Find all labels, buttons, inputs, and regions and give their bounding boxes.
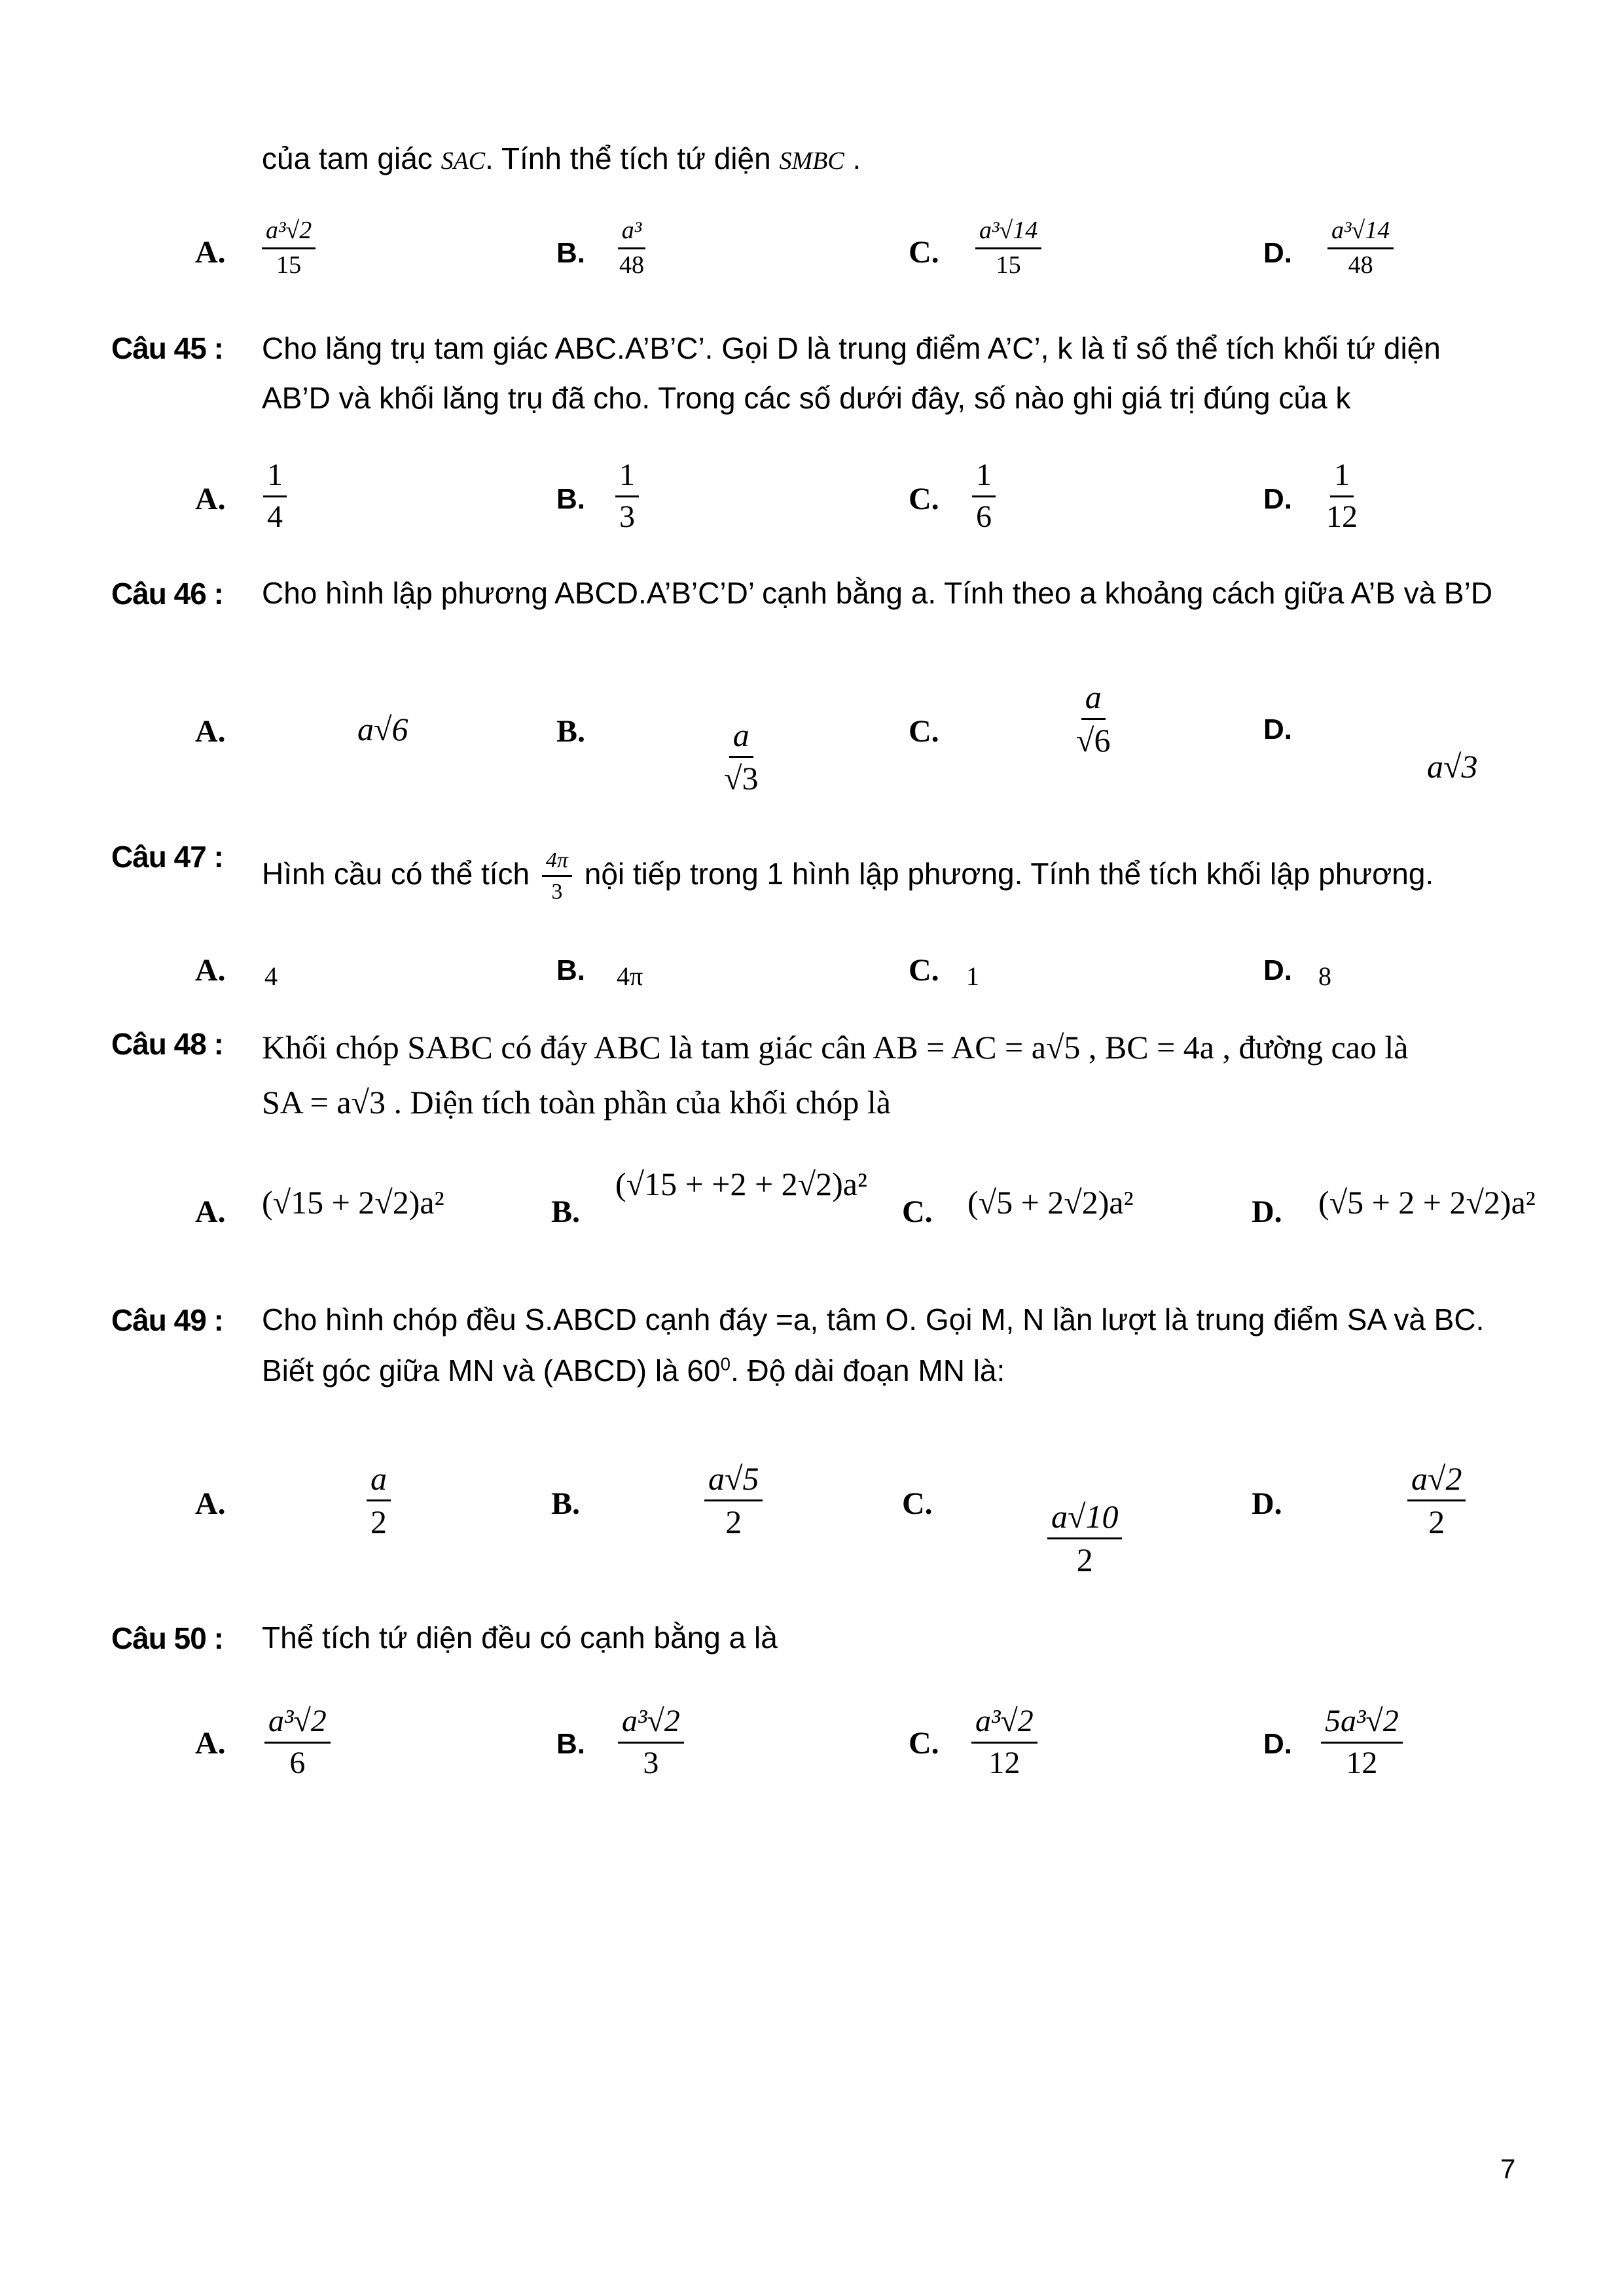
q47-frac-num: 4π <box>542 848 572 877</box>
q45-option-c[interactable] <box>972 458 996 535</box>
q45-b-den: 3 <box>619 499 635 534</box>
q45-option-a-label: A. <box>195 482 226 516</box>
q49-option-c-label: C. <box>902 1486 933 1521</box>
q46-b-den: √3 <box>724 760 759 797</box>
q45-option-a[interactable] <box>263 458 287 535</box>
q46-option-d-label: D. <box>1263 713 1292 745</box>
q49-option-a-label: A. <box>195 1486 226 1521</box>
q45-d-num: 1 <box>1330 458 1354 497</box>
q49-a-num: a <box>367 1461 391 1501</box>
q46-c-num: a <box>1081 679 1106 720</box>
q49-c-num: a√10 <box>1047 1499 1122 1539</box>
q50-option-b[interactable] <box>618 1704 684 1781</box>
q47-option-a[interactable]: 4 <box>264 961 278 991</box>
q45-option-d[interactable] <box>1322 458 1362 535</box>
q46-option-a-label: A. <box>195 714 226 749</box>
q49-degree: 0 <box>720 1354 731 1374</box>
q44-d-den: 48 <box>1348 251 1373 279</box>
q47-option-b[interactable]: 4π <box>617 961 643 991</box>
q50-option-a-label: A. <box>195 1726 226 1761</box>
q48-option-c-label: C. <box>902 1194 933 1229</box>
q47-option-d[interactable]: 8 <box>1318 961 1331 991</box>
page-number: 7 <box>1500 2153 1516 2184</box>
q44-a-den: 15 <box>276 251 302 279</box>
q47-pre: Hình cầu có thể tích <box>262 857 538 891</box>
q50-option-d-label: D. <box>1263 1728 1292 1760</box>
q46-option-c[interactable] <box>1072 679 1114 759</box>
q50-d-den: 12 <box>1346 1745 1378 1780</box>
q50-label: Câu 50 : <box>111 1621 223 1655</box>
q49-a-den: 2 <box>370 1503 387 1540</box>
q47-option-c-label: C. <box>909 953 939 988</box>
q48-option-d-label: D. <box>1252 1194 1282 1229</box>
q44-c-num: a³√14 <box>975 217 1041 249</box>
q44-tail-mid: . Tính thể tích tứ diện <box>485 141 780 175</box>
q49-d-den: 2 <box>1428 1503 1445 1540</box>
q49-d-num: a√2 <box>1407 1461 1466 1501</box>
q47-frac-den: 3 <box>551 880 563 905</box>
q44-tail-pre: của tam giác <box>262 141 441 175</box>
q50-a-den: 6 <box>289 1745 306 1780</box>
q44-option-d-label: D. <box>1263 237 1292 269</box>
q45-option-c-label: C. <box>909 482 939 516</box>
q48-option-b-label: B. <box>551 1194 581 1229</box>
q48-option-c[interactable]: (√5 + 2√2)a² <box>967 1184 1134 1221</box>
q46-option-c-label: C. <box>909 714 939 749</box>
q50-d-num: 5a³√2 <box>1321 1704 1403 1744</box>
q49-option-d-label: D. <box>1252 1486 1282 1521</box>
q44-option-d[interactable] <box>1327 217 1394 279</box>
q50-option-a[interactable] <box>264 1704 331 1781</box>
q44-option-c[interactable] <box>975 217 1041 279</box>
q46-option-b[interactable] <box>720 717 762 797</box>
q50-a-num: a³√2 <box>264 1704 331 1744</box>
q49-label: Câu 49 : <box>111 1303 223 1337</box>
q45-b-num: 1 <box>615 458 639 497</box>
q49-option-a[interactable] <box>367 1461 391 1540</box>
q49-line2 <box>262 1346 1005 1395</box>
q49-option-c[interactable] <box>1047 1499 1122 1578</box>
q45-option-d-label: D. <box>1263 483 1292 515</box>
q49-option-d[interactable] <box>1407 1461 1466 1540</box>
q50-c-num: a³√2 <box>971 1704 1038 1744</box>
q44-d-num: a³√14 <box>1327 217 1394 249</box>
q50-b-num: a³√2 <box>618 1704 684 1744</box>
q45-a-num: 1 <box>263 458 287 497</box>
q44-tail-end: . <box>844 141 861 175</box>
q49-line2-pre: Biết góc giữa MN và (ABCD) là 60 <box>262 1354 721 1388</box>
q47-text <box>262 848 1434 905</box>
q48-label: Câu 48 : <box>111 1027 223 1061</box>
q49-c-den: 2 <box>1076 1541 1093 1578</box>
q48-line1: Khối chóp SABC có đáy ABC là tam giác cân AB = AC = a√5 , BC = 4a , đường cao là <box>262 1029 1409 1066</box>
q47-option-d-label: D. <box>1263 954 1292 986</box>
q44-option-b[interactable] <box>615 217 648 279</box>
q46-b-num: a <box>729 717 753 758</box>
q50-option-d[interactable] <box>1321 1704 1403 1781</box>
q44-option-a[interactable] <box>262 217 316 279</box>
q44-tail <box>262 134 861 186</box>
q47-post: nội tiếp trong 1 hình lập phương. Tính thể tích khối lập phương. <box>575 857 1434 891</box>
q50-option-b-label: B. <box>556 1728 585 1760</box>
q50-option-c[interactable] <box>971 1704 1038 1781</box>
q44-b-num: a³ <box>618 217 645 249</box>
q49-b-num: a√5 <box>704 1461 763 1501</box>
q44-a-num: a³√2 <box>262 217 316 249</box>
q48-option-a[interactable]: (√15 + 2√2)a² <box>262 1184 444 1221</box>
q45-label: Câu 45 : <box>111 331 223 365</box>
q48-option-a-label: A. <box>195 1194 226 1229</box>
q46-text: Cho hình lập phương ABCD.A’B’C’D’ cạnh bằng a. Tính theo a khoảng cách giữa A’B và B’D <box>262 576 1493 610</box>
q45-a-den: 4 <box>267 499 283 534</box>
q47-option-a-label: A. <box>195 953 226 988</box>
q44-option-a-label: A. <box>195 235 226 270</box>
q49-line2-post: . Độ dài đoạn MN là: <box>730 1354 1005 1388</box>
q49-b-den: 2 <box>725 1503 742 1540</box>
q44-triangle: SAC <box>441 147 486 175</box>
q49-option-b[interactable] <box>704 1461 763 1540</box>
q49-option-b-label: B. <box>551 1486 581 1521</box>
q44-b-den: 48 <box>619 251 644 279</box>
q45-option-b[interactable] <box>615 458 639 535</box>
q46-label: Câu 46 : <box>111 577 223 611</box>
q48-option-b[interactable]: (√15 + +2 + 2√2)a² <box>615 1166 867 1202</box>
q50-c-den: 12 <box>988 1745 1020 1780</box>
q45-c-den: 6 <box>976 499 992 534</box>
q46-option-a[interactable]: a√6 <box>357 711 408 747</box>
q49-line1: Cho hình chóp đều S.ABCD cạnh đáy =a, tâm O. Gọi M, N lần lượt là trung điểm SA và BC. <box>262 1302 1485 1336</box>
q48-option-d[interactable]: (√5 + 2 + 2√2)a² <box>1318 1184 1536 1221</box>
q44-tetrahedron: SMBC <box>779 147 844 175</box>
q45-line1: Cho lăng trụ tam giác ABC.A’B’C’. Gọi D là trung điểm A’C’, k là tỉ số thể tích khối tứ diện <box>262 331 1441 365</box>
q47-option-b-label: B. <box>556 954 585 986</box>
q50-option-c-label: C. <box>909 1726 939 1761</box>
q46-option-b-label: B. <box>556 714 586 749</box>
q45-line2: AB’D và khối lăng trụ đã cho. Trong các số dưới đây, số nào ghi giá trị đúng của k <box>262 381 1351 415</box>
q44-option-c-label: C. <box>909 235 939 270</box>
q44-option-b-label: B. <box>556 237 585 269</box>
q48-line2: SA = a√3 . Diện tích toàn phần của khối chóp là <box>262 1084 891 1121</box>
q50-text: Thể tích tứ diện đều có cạnh bằng a là <box>262 1621 778 1655</box>
q45-d-den: 12 <box>1326 499 1358 534</box>
q47-label: Câu 47 : <box>111 840 223 874</box>
q50-b-den: 3 <box>643 1745 659 1780</box>
q46-c-den: √6 <box>1076 722 1111 759</box>
q45-c-num: 1 <box>972 458 996 497</box>
q47-option-c[interactable]: 1 <box>966 961 979 991</box>
q46-option-d[interactable]: a√3 <box>1427 748 1478 785</box>
q44-c-den: 15 <box>996 251 1021 279</box>
q45-option-b-label: B. <box>556 483 585 515</box>
